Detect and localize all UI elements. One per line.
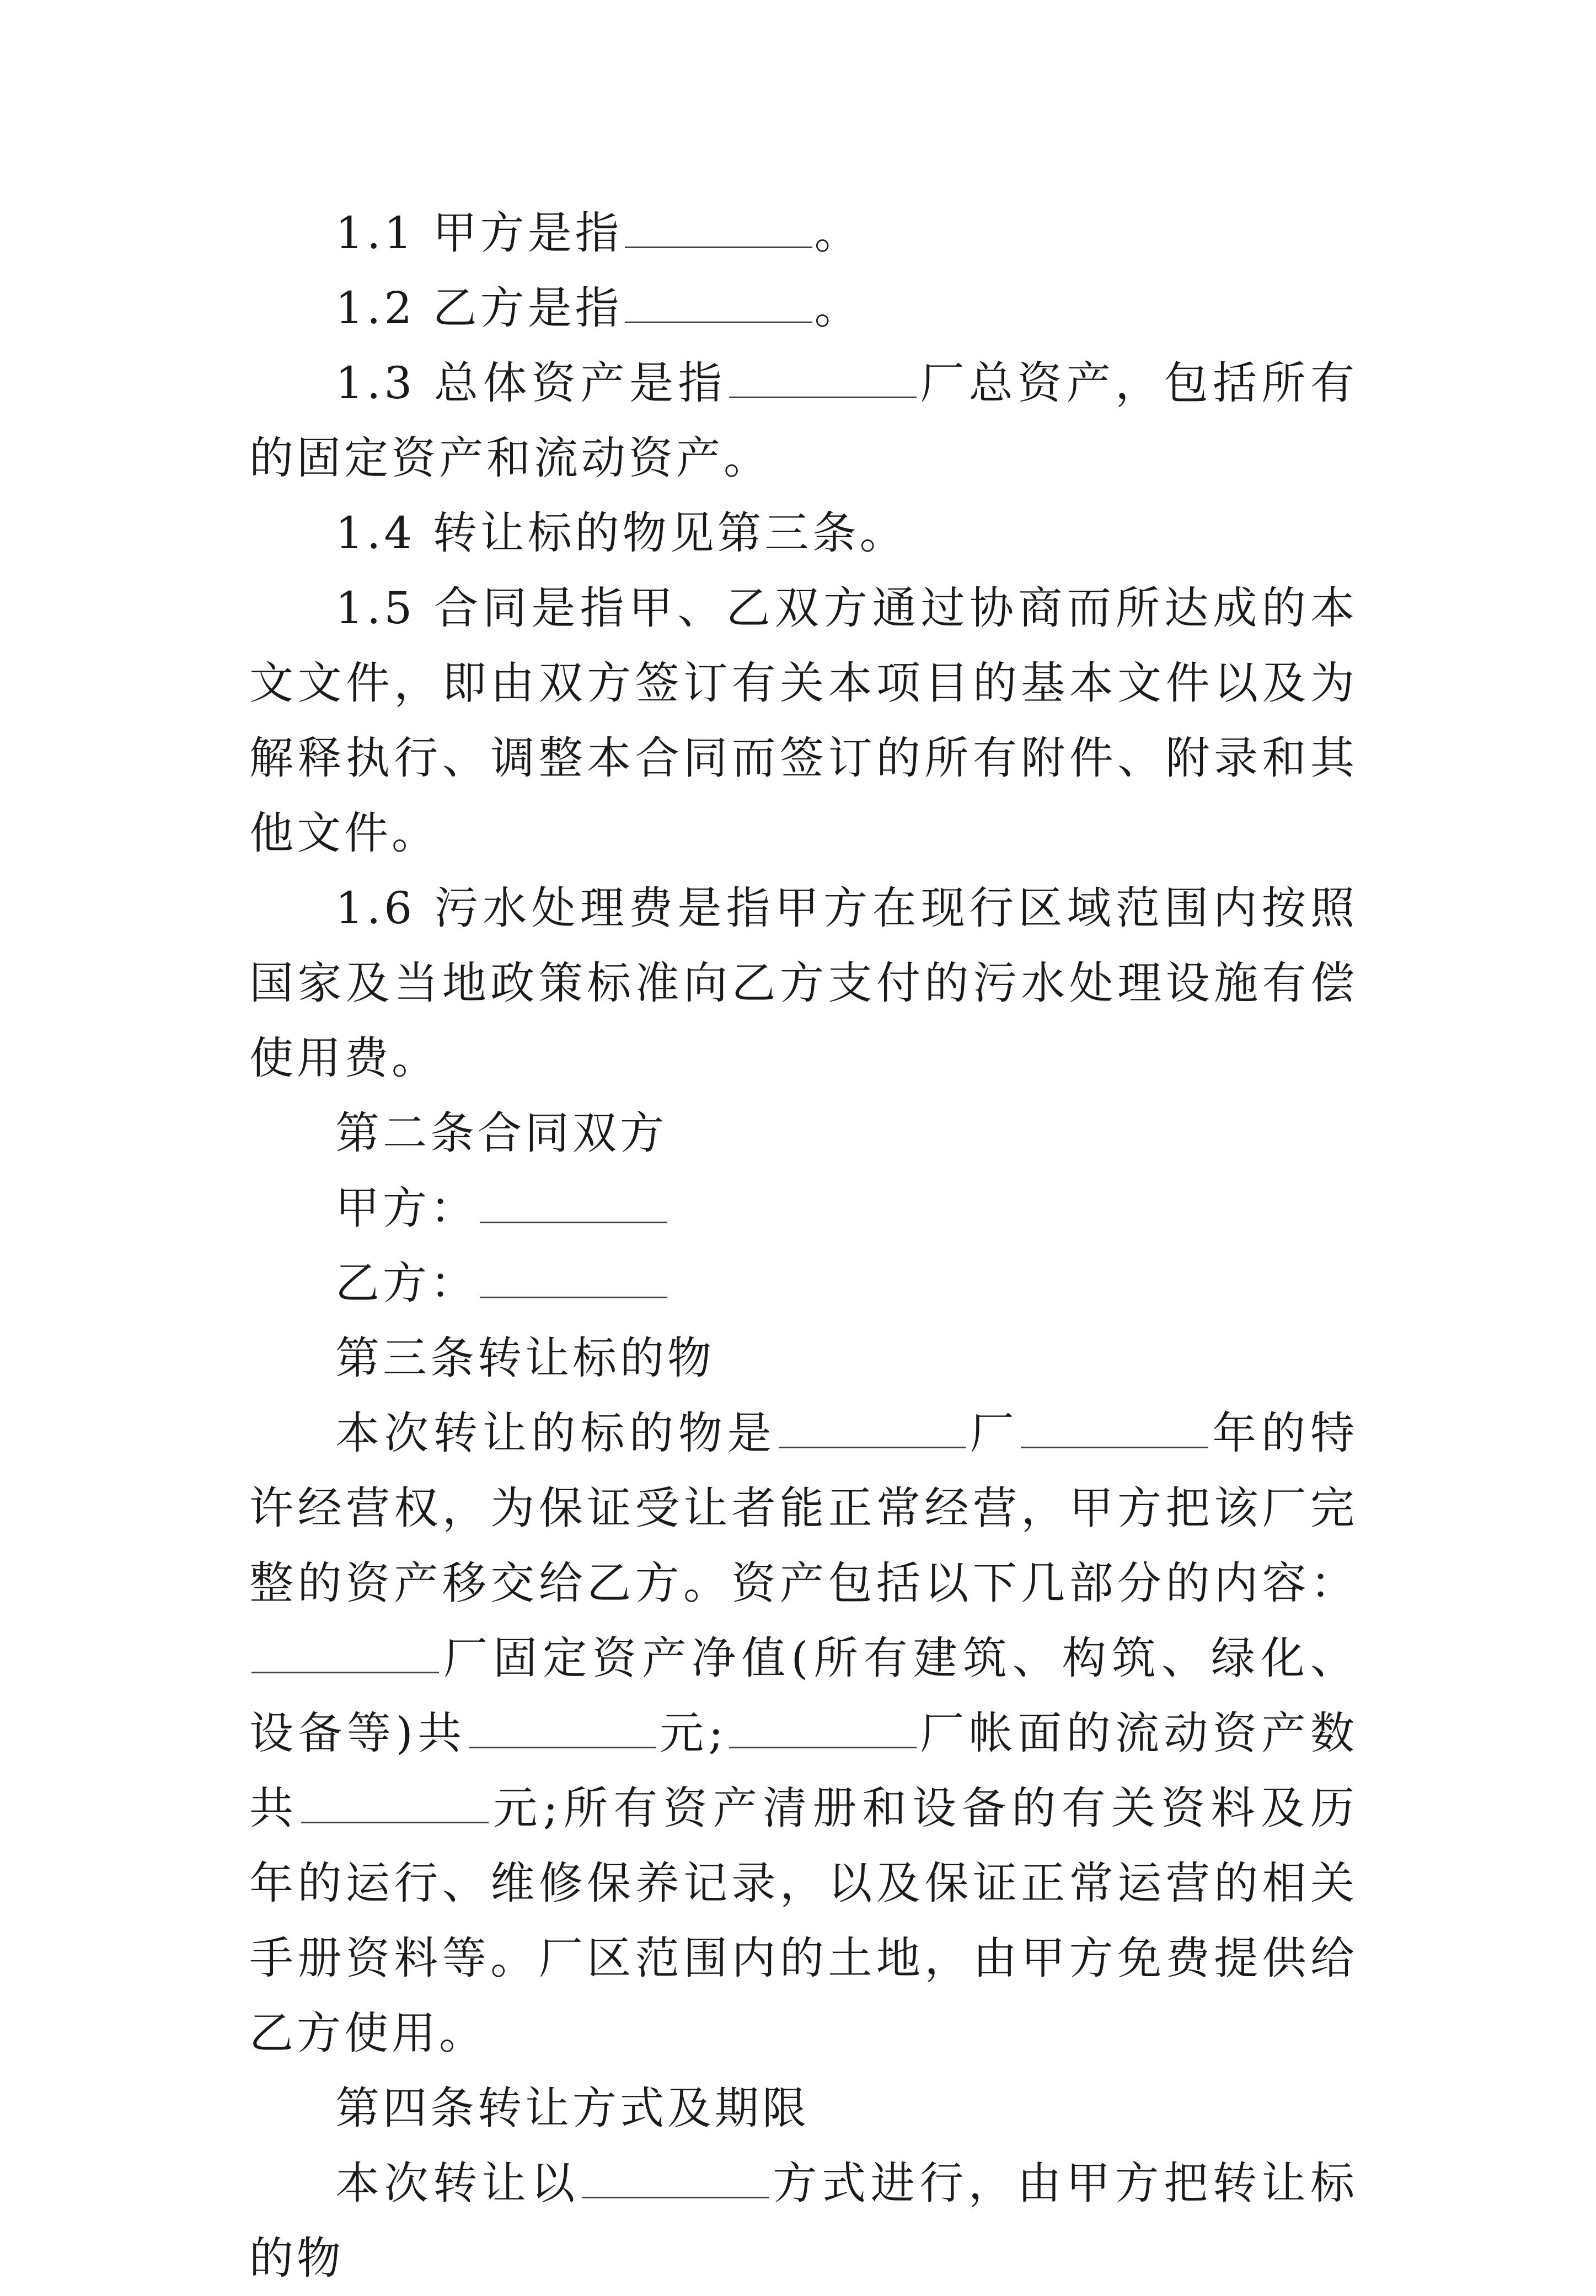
fill-in-blank — [301, 1784, 489, 1823]
party-b-line — [249, 1246, 1358, 1321]
fill-in-blank — [582, 2159, 769, 2198]
article-4-body — [249, 2146, 1358, 2296]
document-body — [249, 196, 1358, 2296]
article-2-heading — [249, 1096, 1358, 1171]
text-segment: 1.4 转让标的物见第三条。 — [335, 507, 907, 559]
text-segment: 1.3 总体资产是指 — [335, 357, 727, 409]
fill-in-blank — [625, 283, 812, 323]
text-segment: 方式进行，由甲方把转让标的物 — [249, 2158, 1358, 2284]
text-segment: 甲方： — [335, 1182, 478, 1234]
text-segment: 1.1 甲方是指 — [335, 207, 623, 259]
text-segment: 年的特许经营权，为保证受让者能正常经营，甲方把该厂完整的资产移交给乙方。资产包括以下几部分的内容： — [249, 1407, 1358, 1609]
text-segment: 元; — [658, 1708, 727, 1759]
text-segment: 第四条转让方式及期限 — [335, 2083, 810, 2134]
fill-in-blank — [729, 1709, 917, 1748]
fill-in-blank — [1021, 1409, 1208, 1448]
fill-in-blank — [251, 1634, 439, 1673]
text-segment: 第二条合同双方 — [335, 1107, 667, 1159]
text-segment: 1.2 乙方是指 — [335, 282, 623, 334]
text-segment: 厂总资产，包括所有的固定资产和流动资产。 — [249, 357, 1358, 484]
clause-1-4 — [249, 496, 1358, 571]
text-segment: 元;所有资产清册和设备的有关资料及历年的运行、维修保养记录，以及保证正常运营的相关手册资料等。厂区范围内的土地，由甲方免费提供给乙方使用。 — [249, 1783, 1358, 2059]
text-segment: 1.6 污水处理费是指甲方在现行区域范围内按照国家及当地政策标准向乙方支付的污水处理设施有偿使用费。 — [249, 882, 1358, 1084]
text-segment: 本次转让的标的物是 — [335, 1407, 776, 1459]
text-segment: 1.5 合同是指甲、乙双方通过协商而所达成的本文文件，即由双方签订有关本项目的基本文件以及为解释执行、调整本合同而签订的所有附件、附录和其他文件。 — [249, 582, 1358, 859]
text-segment: 乙方： — [335, 1257, 478, 1309]
text-segment: 第三条转让标的物 — [335, 1332, 715, 1384]
text-segment: 。 — [814, 282, 862, 334]
text-segment: 本次转让以 — [335, 2158, 580, 2209]
clause-1-3 — [249, 346, 1358, 496]
clause-1-6 — [249, 871, 1358, 1096]
fill-in-blank — [729, 358, 917, 398]
party-a-line — [249, 1171, 1358, 1246]
text-segment: 。 — [814, 207, 862, 259]
article-3-body — [249, 1396, 1358, 2071]
fill-in-blank — [480, 1259, 667, 1298]
fill-in-blank — [625, 208, 812, 248]
fill-in-blank — [779, 1409, 966, 1448]
article-4-heading — [249, 2071, 1358, 2146]
text-segment: 厂 — [968, 1407, 1019, 1459]
article-3-heading — [249, 1321, 1358, 1396]
clause-1-1 — [249, 196, 1358, 271]
clause-1-2 — [249, 271, 1358, 346]
fill-in-blank — [480, 1184, 667, 1223]
clause-1-5 — [249, 571, 1358, 871]
fill-in-blank — [469, 1709, 656, 1748]
text-segment: 厂帐面的流动资产数共 — [249, 1708, 1358, 1834]
text-segment: 厂固定资产净值(所有建筑、构筑、绿化、设备等)共 — [249, 1633, 1358, 1759]
